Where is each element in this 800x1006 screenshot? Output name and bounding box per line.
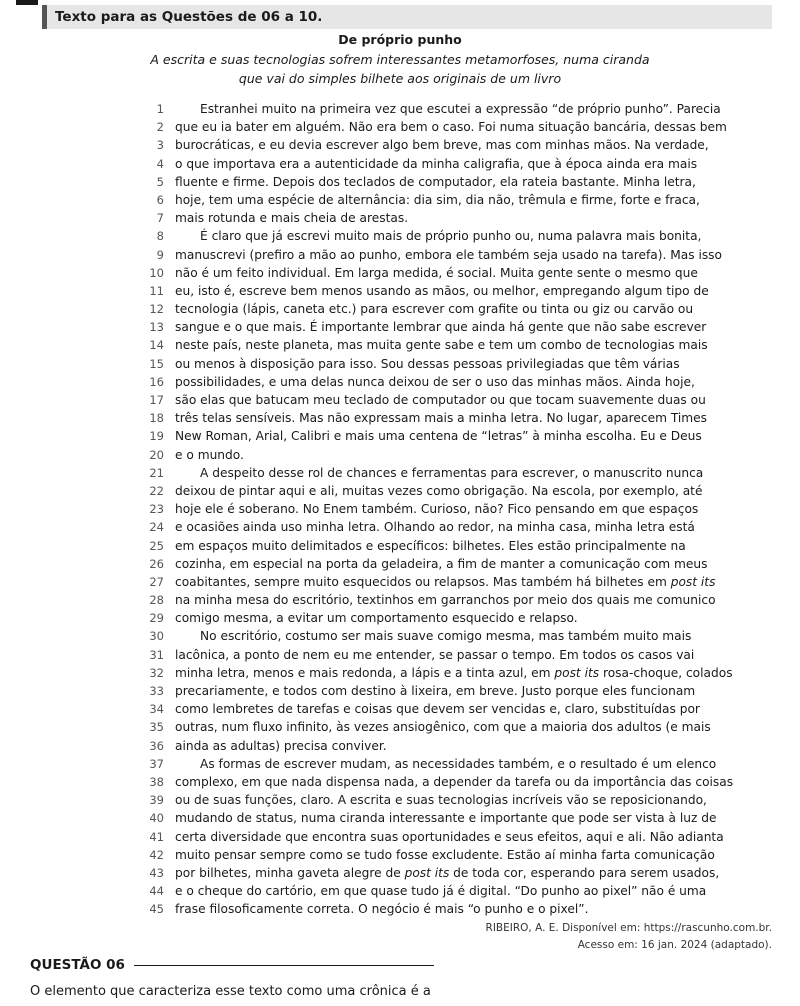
line-number: 32: [149, 665, 164, 680]
line-text: outras, num fluxo infinito, às vezes ansiogênico, com que a maioria dos adultos (e mais: [175, 720, 711, 735]
line-number: 10: [149, 265, 164, 280]
line-number: 13: [149, 320, 164, 335]
text-line: [0, 100, 800, 118]
line-number: 4: [156, 156, 164, 171]
text-line: [0, 391, 800, 409]
line-number: 39: [149, 793, 164, 808]
line-text: possibilidades, e uma delas nunca deixou de ser o uso das minhas mãos. Ainda hoje,: [175, 374, 695, 389]
text-line: [0, 373, 800, 391]
text-title: De próprio punho: [338, 32, 462, 47]
line-text: que eu ia bater em alguém. Não era bem o caso. Foi numa situação bancária, dessas bem: [175, 120, 727, 135]
text-line: [0, 737, 800, 755]
line-number: 20: [149, 447, 164, 462]
text-line: [0, 318, 800, 336]
text-line: [0, 155, 800, 173]
line-text: minha letra, menos e mais redonda, a lápis e a tinta azul, em post its rosa-choque, colados: [175, 665, 733, 680]
text-line: [0, 627, 800, 645]
line-number: 15: [149, 356, 164, 371]
line-text: deixou de pintar aqui e ali, muitas vezes como obrigação. Na escola, por exemplo, até: [175, 483, 703, 498]
text-line: [0, 700, 800, 718]
line-number: 28: [149, 593, 164, 608]
line-text: É claro que já escrevi muito mais de próprio punho ou, numa palavra mais bonita,: [200, 229, 702, 244]
text-line: [0, 355, 800, 373]
line-text: As formas de escrever mudam, as necessidades também, e o resultado é um elenco: [200, 756, 717, 771]
line-number: 6: [156, 192, 164, 207]
text-line: [0, 482, 800, 500]
line-text: não é um feito individual. Em larga medida, é social. Muita gente sente o mesmo que: [175, 265, 698, 280]
line-text: comigo mesma, a evitar um comportamento esquecido e relapso.: [175, 611, 578, 626]
line-number: 41: [149, 829, 164, 844]
text-line: [0, 864, 800, 882]
text-line: [0, 755, 800, 773]
text-line: [0, 518, 800, 536]
text-line: [0, 537, 800, 555]
line-text: em espaços muito delimitados e específicos: bilhetes. Eles estão principalmente na: [175, 538, 686, 553]
line-number: 21: [149, 465, 164, 480]
text-line: [0, 882, 800, 900]
line-text: sangue e o que mais. É importante lembrar que ainda há gente que não sabe escrever: [175, 320, 707, 335]
line-number: 17: [149, 393, 164, 407]
line-text: são elas que batucam meu teclado de computador ou que tocam suavemente duas ou: [175, 393, 706, 407]
corner-mark: [16, 0, 38, 5]
text-line: [0, 646, 800, 664]
line-number: 29: [149, 611, 164, 626]
line-text: eu, isto é, escreve bem menos usando as mãos, ou melhor, empregando algum tipo de: [175, 283, 709, 298]
line-text: e ocasiões ainda uso minha letra. Olhando ao redor, na minha casa, minha letra está: [175, 520, 695, 535]
source-access-date: Acesso em: 16 jan. 2024 (adaptado).: [577, 939, 772, 951]
line-text: complexo, em que nada dispensa nada, a depender da tarefa ou da importância das coisas: [175, 774, 734, 789]
line-text: cozinha, em especial na porta da geladeira, a fim de manter a comunicação com meus: [175, 556, 708, 571]
text-line: [0, 118, 800, 136]
text-line: [0, 227, 800, 245]
text-line: [0, 846, 800, 864]
source-citation: RIBEIRO, A. E. Disponível em: https://rascunho.com.br.: [485, 922, 772, 934]
line-number: 37: [149, 756, 164, 771]
line-number: 11: [149, 283, 164, 298]
line-number: 19: [149, 429, 164, 444]
line-text: New Roman, Arial, Calibri e mais uma centena de “letras” à minha escolha. Eu e Deus: [175, 429, 702, 444]
text-line: [0, 246, 800, 264]
line-text: mudando de status, numa ciranda interessante e importante que pode ser vista à luz de: [175, 811, 717, 826]
line-number: 23: [149, 502, 164, 517]
emphasis: post its: [670, 574, 716, 589]
line-number: 42: [149, 847, 164, 862]
numbered-text-body: [0, 100, 800, 918]
text-line: [0, 718, 800, 736]
line-number: 43: [149, 865, 164, 880]
line-text: ou de suas funções, claro. A escrita e suas tecnologias incríveis vão se reposicionando,: [175, 793, 707, 808]
text-line: [0, 191, 800, 209]
line-text: No escritório, costumo ser mais suave comigo mesma, mas também muito mais: [200, 629, 692, 644]
line-text: manuscrevi (prefiro a mão ao punho, embora ele também seja usado na tarefa). Mas isso: [175, 247, 722, 262]
line-text: neste país, neste planeta, mas muita gente sabe e tem um combo de tecnologias mais: [175, 338, 708, 353]
text-line: [0, 573, 800, 591]
line-number: 44: [149, 884, 164, 899]
line-number: 33: [149, 684, 164, 698]
text-line: [0, 773, 800, 791]
line-text: o que importava era a autenticidade da minha caligrafia, que à época ainda era mais: [175, 156, 698, 171]
line-text: A despeito desse rol de chances e ferramentas para escrever, o manuscrito nunca: [200, 465, 704, 480]
text-line: [0, 336, 800, 354]
text-line: [0, 791, 800, 809]
text-line: [0, 409, 800, 427]
text-line: [0, 209, 800, 227]
text-line: [0, 464, 800, 482]
line-text: lacônica, a ponto de nem eu me entender, se passar o tempo. Em todos os casos vai: [175, 647, 695, 662]
line-number: 1: [156, 102, 164, 116]
line-number: 16: [149, 374, 164, 389]
line-text: burocráticas, e eu devia escrever algo bem breve, mas com minhas mãos. Na verdade,: [175, 138, 709, 153]
question-prompt: O elemento que caracteriza esse texto como uma crônica é a: [30, 984, 431, 999]
line-number: 38: [149, 774, 164, 789]
text-line: [0, 264, 800, 282]
line-number: 40: [149, 811, 164, 826]
line-text: fluente e firme. Depois dos teclados de computador, ela rateia bastante. Minha letra,: [175, 174, 696, 189]
line-text: hoje, tem uma espécie de alternância: dia sim, dia não, trêmula e firme, forte e fraca,: [175, 192, 700, 207]
line-number: 26: [149, 556, 164, 571]
text-line: [0, 136, 800, 154]
line-number: 31: [149, 647, 164, 662]
line-number: 5: [156, 174, 164, 189]
line-text: coabitantes, sempre muito esquecidos ou relapsos. Mas também há bilhetes em post its: [175, 574, 716, 589]
text-line: [0, 555, 800, 573]
line-number: 3: [156, 138, 164, 153]
line-number: 18: [149, 411, 164, 426]
emphasis: post its: [404, 865, 450, 880]
text-subtitle-line-2: que vai do simples bilhete aos originais de um livro: [238, 71, 562, 86]
line-number: 14: [149, 338, 164, 353]
text-line: [0, 809, 800, 827]
text-line: [0, 300, 800, 318]
line-text: Estranhei muito na primeira vez que escutei a expressão “de próprio punho”. Parecia: [200, 102, 721, 116]
line-number: 35: [149, 720, 164, 735]
line-number: 12: [149, 302, 164, 317]
line-text: e o mundo.: [175, 447, 244, 462]
line-text: precariamente, e todos com destino à lixeira, em breve. Justo porque eles funcionam: [175, 684, 696, 698]
emphasis: post its: [554, 665, 600, 680]
line-number: 9: [156, 247, 164, 262]
line-text: como lembretes de tarefas e coisas que devem ser vencidas e, claro, substituídas por: [175, 702, 700, 717]
text-line: [0, 682, 800, 700]
line-text: ainda as adultas) precisa conviver.: [175, 738, 387, 753]
question-divider: [134, 965, 434, 966]
line-number: 8: [156, 229, 164, 244]
line-text: tecnologia (lápis, caneta etc.) para escrever com grafite ou tinta ou giz ou carvão ou: [175, 302, 694, 317]
question-label: QUESTÃO 06: [30, 957, 125, 973]
line-number: 30: [149, 629, 164, 644]
line-number: 7: [156, 211, 164, 226]
text-line: [0, 282, 800, 300]
line-number: 45: [149, 902, 164, 917]
text-line: [0, 446, 800, 464]
line-number: 36: [149, 738, 164, 753]
line-number: 2: [156, 120, 164, 135]
line-text: e o cheque do cartório, em que quase tudo já é digital. “Do punho ao pixel” não é uma: [175, 884, 707, 899]
line-text: hoje ele é soberano. No Enem também. Curioso, não? Fico pensando em que espaços: [175, 502, 699, 517]
text-line: [0, 900, 800, 918]
text-line: [0, 591, 800, 609]
line-number: 24: [149, 520, 164, 535]
section-header: [42, 5, 772, 29]
line-number: 27: [149, 574, 164, 589]
text-line: [0, 500, 800, 518]
line-text: mais rotunda e mais cheia de arestas.: [175, 211, 409, 226]
line-number: 22: [149, 483, 164, 498]
text-line: [0, 828, 800, 846]
line-number: 25: [149, 538, 164, 553]
text-subtitle-line-1: A escrita e suas tecnologias sofrem interessantes metamorfoses, numa ciranda: [150, 52, 650, 67]
text-line: [0, 664, 800, 682]
line-text: na minha mesa do escritório, textinhos em garranchos por meio dos quais me comunico: [175, 593, 716, 608]
text-line: [0, 173, 800, 191]
text-line: [0, 427, 800, 445]
line-text: frase filosoficamente correta. O negócio é mais “o punho e o pixel”.: [175, 902, 589, 917]
line-text: ou menos à disposição para isso. Sou dessas pessoas privilegiadas que têm várias: [175, 356, 680, 371]
line-text: muito pensar sempre como se tudo fosse excludente. Estão aí minha farta comunicação: [175, 847, 715, 862]
section-header-title: Texto para as Questões de 06 a 10.: [55, 9, 323, 25]
line-number: 34: [149, 702, 164, 717]
line-text: por bilhetes, minha gaveta alegre de post its de toda cor, esperando para serem usados,: [175, 865, 720, 880]
text-line: [0, 609, 800, 627]
line-text: três telas sensíveis. Mas não expressam mais a minha letra. No lugar, aparecem Times: [175, 411, 708, 426]
line-text: certa diversidade que encontra suas oportunidades e seus efeitos, aqui e ali. Não adianta: [175, 829, 724, 844]
